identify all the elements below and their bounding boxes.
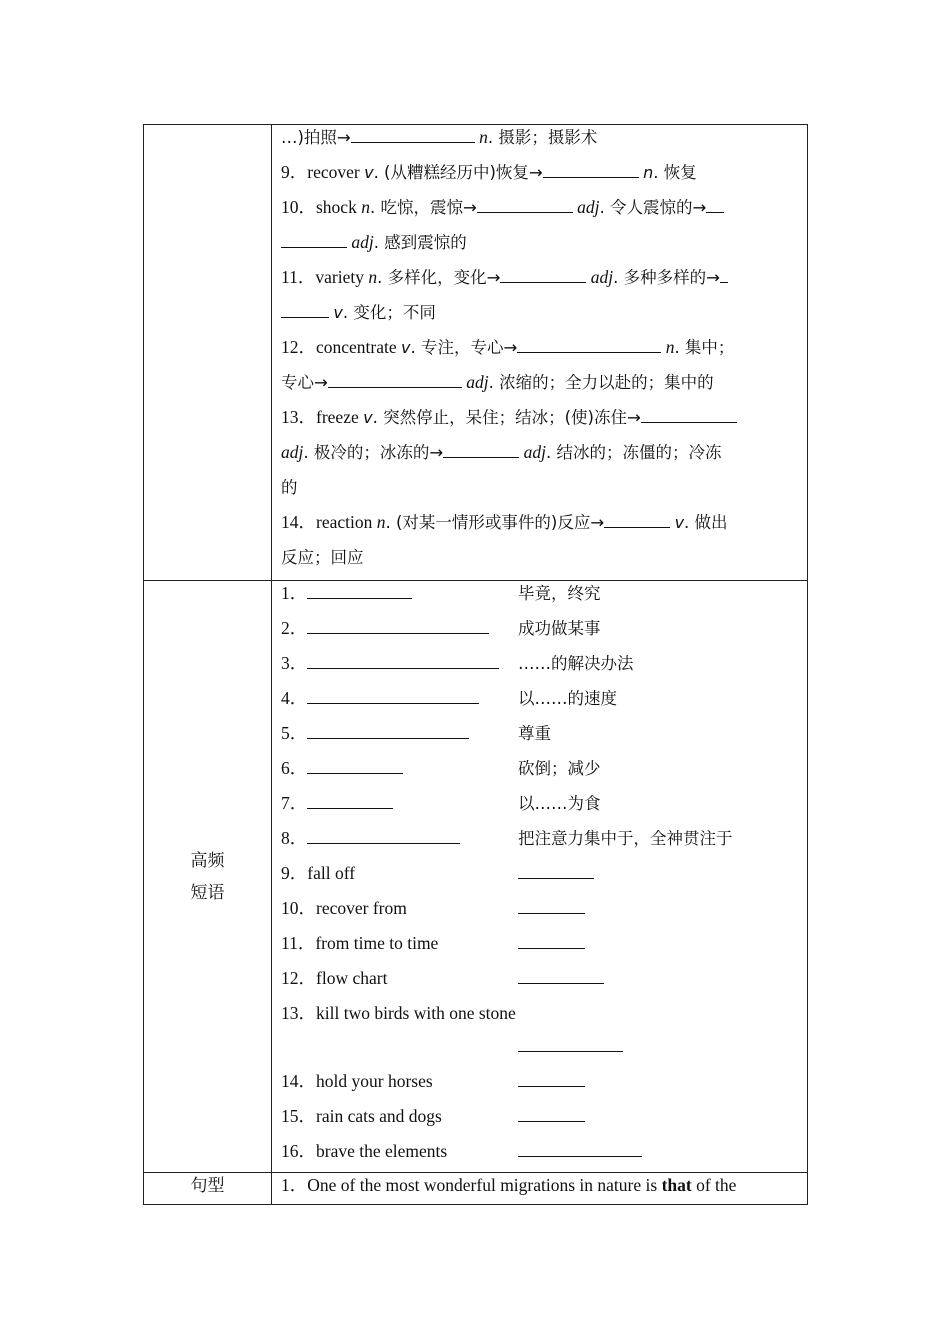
phrase-item-14: 14．hold your horses xyxy=(281,1069,799,1104)
phrase-item-2: 2． 成功做某事 xyxy=(281,618,601,638)
vocab-line-continuation: …)拍照→ n. 摄影；摄影术 xyxy=(281,127,598,147)
phrase-item-8: 8． 把注意力集中于，全神贯注于 xyxy=(281,828,733,848)
sentence-item-1: 1．One of the most wonderful migrations in nature is that of the xyxy=(281,1175,737,1195)
answer-blank[interactable] xyxy=(518,896,585,914)
phrases-label-line1: 高频 xyxy=(190,850,225,871)
vocab-item-10-cont: adj. 感到震惊的 xyxy=(281,230,799,265)
answer-blank[interactable] xyxy=(351,125,475,143)
sentences-label-cell xyxy=(144,1173,272,1205)
vocab-item-11-cont: v. 变化；不同 xyxy=(281,300,799,335)
vocab-item-13-cont2: 的 xyxy=(281,478,298,497)
vocab-item-13: 13．freeze v. 突然停止，呆住；结冰；(使)冻住→ xyxy=(281,405,799,440)
vocab-content-cell xyxy=(272,125,808,581)
answer-blank[interactable] xyxy=(518,1139,642,1157)
answer-blank[interactable] xyxy=(500,265,586,283)
vocab-item-14: 14．reaction n. (对某一情形或事件的)反应→ v. 做出 xyxy=(281,512,728,532)
answer-blank[interactable] xyxy=(641,405,737,423)
phrases-content-cell xyxy=(272,581,808,1173)
answer-blank[interactable] xyxy=(518,1104,585,1122)
vocab-item-14-cont: 反应；回应 xyxy=(281,548,364,567)
answer-blank[interactable] xyxy=(706,195,724,213)
answer-blank[interactable] xyxy=(307,826,460,844)
answer-blank[interactable] xyxy=(307,686,479,704)
answer-blank[interactable] xyxy=(518,931,585,949)
answer-blank[interactable] xyxy=(720,265,728,283)
answer-blank[interactable] xyxy=(307,616,489,634)
answer-blank[interactable] xyxy=(281,300,329,318)
answer-blank[interactable] xyxy=(517,335,661,353)
answer-blank[interactable] xyxy=(443,440,519,458)
answer-blank[interactable] xyxy=(307,651,499,669)
vocab-item-10: 10．shock n. 吃惊，震惊→ adj. 令人震惊的→ xyxy=(281,195,799,230)
phrase-item-4: 4． 以……的速度 xyxy=(281,688,617,708)
phrase-item-1: 1． 毕竟，终究 xyxy=(281,583,601,603)
answer-blank[interactable] xyxy=(518,966,604,984)
answer-blank[interactable] xyxy=(477,195,573,213)
answer-blank[interactable] xyxy=(307,581,412,599)
sentences-label: 句型 xyxy=(190,1176,225,1196)
vocab-item-9: 9．recover v. (从糟糕经历中)恢复→ n. 恢复 xyxy=(281,162,697,182)
phrase-item-6: 6． 砍倒；减少 xyxy=(281,758,601,778)
answer-blank[interactable] xyxy=(604,510,670,528)
phrases-label-line2: 短语 xyxy=(190,882,225,903)
answer-blank[interactable] xyxy=(307,791,393,809)
phrase-item-15: 15．rain cats and dogs xyxy=(281,1104,799,1139)
phrase-item-3: 3． ……的解决办法 xyxy=(281,653,634,673)
phrase-item-13: 13．kill two birds with one stone xyxy=(281,1001,799,1069)
phrase-item-9: 9．fall off xyxy=(281,861,799,896)
answer-blank[interactable] xyxy=(328,370,462,388)
phrases-row xyxy=(144,581,808,1173)
vocab-item-11: 11．variety n. 多样化，变化→ adj. 多种多样的→ xyxy=(281,265,799,300)
vocab-item-12: 12．concentrate v. 专注，专心→ n. 集中； xyxy=(281,337,735,357)
answer-blank[interactable] xyxy=(518,1069,585,1087)
phrase-item-11: 11．from time to time xyxy=(281,931,799,966)
sentences-row xyxy=(144,1173,808,1205)
answer-blank[interactable] xyxy=(543,160,639,178)
phrases-label-cell xyxy=(144,581,272,1173)
answer-blank[interactable] xyxy=(518,861,594,879)
vocab-item-12-cont: 专心→ adj. 浓缩的；全力以赴的；集中的 xyxy=(281,372,714,392)
phrase-item-16: 16．brave the elements xyxy=(281,1139,799,1172)
sentences-content-cell xyxy=(272,1173,808,1205)
answer-blank[interactable] xyxy=(307,721,469,739)
answer-blank[interactable] xyxy=(518,1034,623,1052)
vocab-item-13-cont: adj. 极冷的；冰冻的→ adj. 结冰的；冻僵的；冷冻 xyxy=(281,442,722,462)
phrase-item-12: 12．flow chart xyxy=(281,966,799,1001)
phrase-item-7: 7． 以……为食 xyxy=(281,793,601,813)
vocab-row xyxy=(144,125,808,581)
study-table xyxy=(143,124,808,1205)
phrase-item-5: 5． 尊重 xyxy=(281,723,551,743)
vocab-label-cell xyxy=(144,125,272,581)
phrase-item-10: 10．recover from xyxy=(281,896,799,931)
answer-blank[interactable] xyxy=(307,756,403,774)
answer-blank[interactable] xyxy=(281,230,347,248)
